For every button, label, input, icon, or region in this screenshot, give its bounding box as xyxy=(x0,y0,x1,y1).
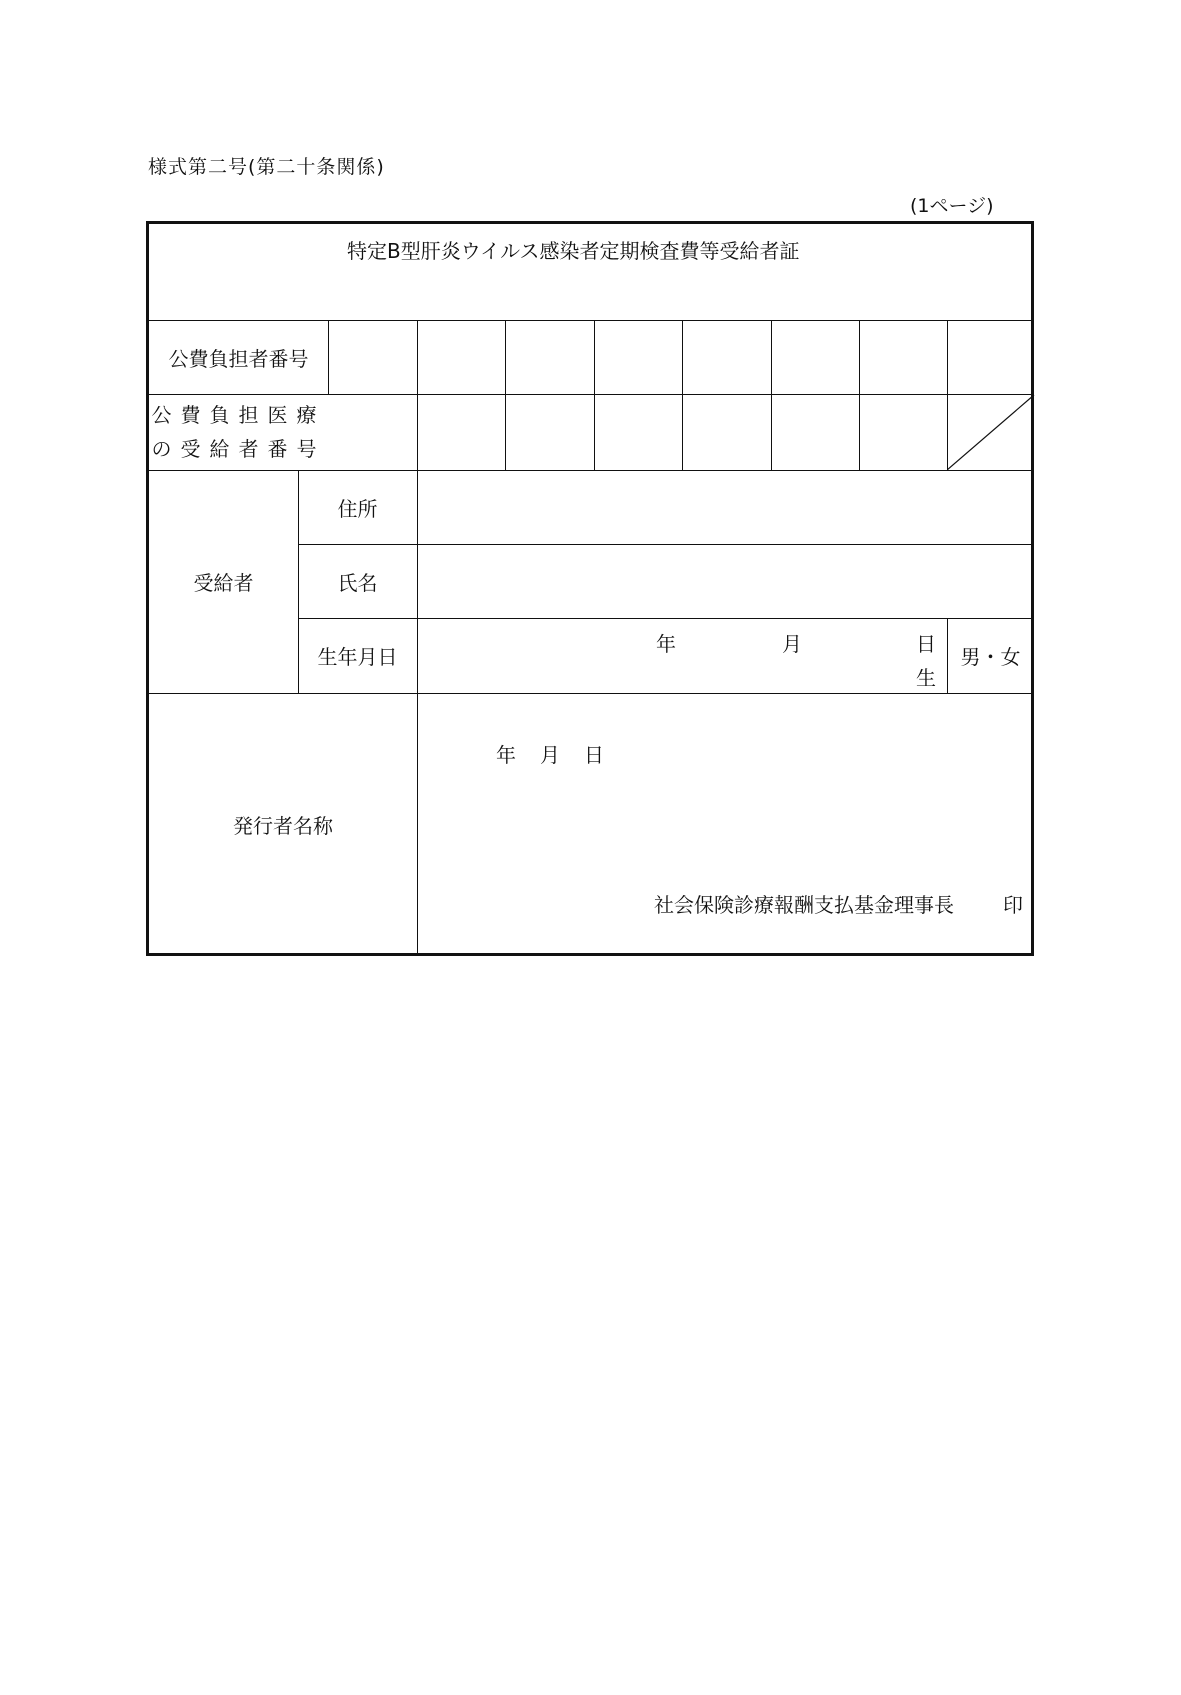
recipient-number-label xyxy=(149,394,328,470)
form-number-label: 様式第二号(第二十条関係) xyxy=(148,156,385,178)
birth-day-label: 日 xyxy=(916,632,936,656)
certificate-table xyxy=(146,221,1034,956)
issue-month-label: 月 xyxy=(540,743,560,767)
payer-number-label: 公費負担者番号 xyxy=(168,346,309,371)
sex-choice: 男・女 xyxy=(960,645,1021,669)
issue-year-label: 年 xyxy=(496,743,516,767)
grid-line xyxy=(859,320,860,470)
address-label: 住所 xyxy=(337,496,378,521)
issue-day-label: 日 xyxy=(584,743,604,767)
seal-mark: 印 xyxy=(1003,893,1023,917)
unused-cell-slash xyxy=(947,394,1035,471)
recipient-number-label-line2: の受給者番号 xyxy=(151,437,326,461)
grid-line xyxy=(328,320,329,394)
recipient-label: 受給者 xyxy=(193,571,254,595)
grid-line xyxy=(417,693,418,956)
birth-month-label: 月 xyxy=(782,632,802,656)
birthdate-label: 生年月日 xyxy=(317,645,398,669)
grid-line xyxy=(682,320,683,470)
birth-year-label: 年 xyxy=(656,632,676,656)
grid-line xyxy=(505,320,506,470)
born-suffix: 生 xyxy=(916,666,936,690)
grid-line xyxy=(417,320,418,693)
issuer-name: 社会保険診療報酬支払基金理事長 xyxy=(654,893,954,917)
grid-line xyxy=(594,320,595,470)
recipient-number-label-line1: 公費負担医療 xyxy=(151,403,326,427)
grid-line xyxy=(771,320,772,470)
certificate-title: 特定B型肝炎ウイルス感染者定期検査費等受給者証 xyxy=(347,239,800,263)
name-label: 氏名 xyxy=(337,570,378,595)
page-number-note: (1ページ) xyxy=(910,195,994,217)
issuer-label: 発行者名称 xyxy=(233,814,333,838)
